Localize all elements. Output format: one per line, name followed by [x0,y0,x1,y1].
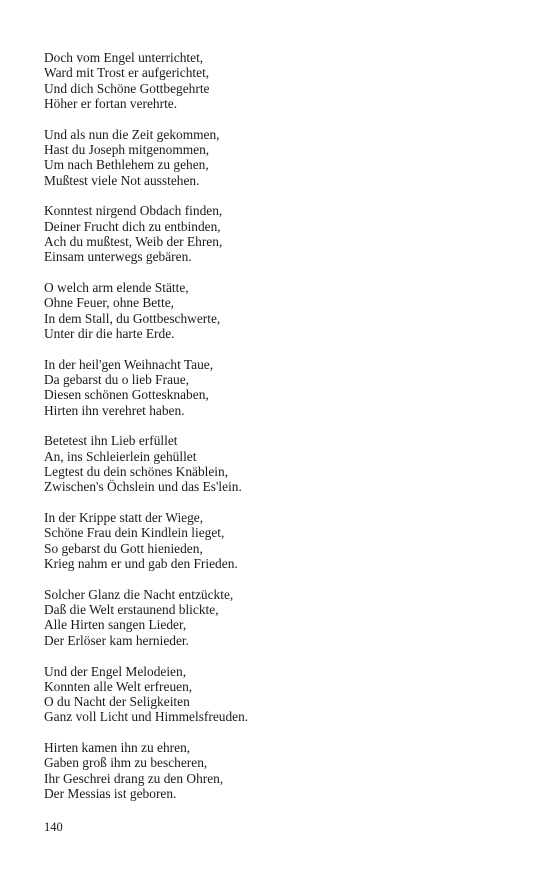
poem-line: Konntest nirgend Obdach finden, [44,203,223,219]
page-number: 140 [44,820,63,834]
stanza [44,587,514,648]
poem-line: Und der Engel Melodeien, [44,663,187,679]
stanza [44,740,514,801]
poem-line: Schöne Frau dein Kindlein lieget, [44,525,225,541]
stanza [44,127,514,188]
poem-line: Solcher Glanz die Nacht entzückte, [44,586,234,602]
stanza [44,50,514,111]
poem-line: Ach du mußtest, Weib der Ehren, [44,233,223,249]
stanza [44,203,514,264]
poem-line: Deiner Frucht dich zu entbinden, [44,218,221,234]
poem-line: Und als nun die Zeit gekommen, [44,126,220,142]
poem-line: An, ins Schleierlein gehüllet [44,448,197,464]
poem-line: Konnten alle Welt erfreuen, [44,678,193,694]
poem-line: Daß die Welt erstaunend blickte, [44,602,219,618]
poem-line: Unter dir die harte Erde. [44,325,175,341]
poem-line: Doch vom Engel unterrichtet, [44,50,204,65]
poem-line: Und dich Schöne Gottbegehrte [44,80,210,96]
poem-line: Gaben groß ihm zu bescheren, [44,755,208,771]
poem-line: Ohne Feuer, ohne Bette, [44,295,174,311]
stanza [44,280,514,341]
poem-line: Alle Hirten sangen Lieder, [44,617,187,633]
poem-line: Mußtest viele Not ausstehen. [44,172,200,188]
poem-line: Der Erlöser kam hernieder. [44,632,190,648]
poem-line: Ward mit Trost er aufgerichtet, [44,65,210,81]
poem-line: Ganz voll Licht und Himmelsfreuden. [44,709,249,725]
poem-line: Hirten kamen ihn zu ehren, [44,740,191,756]
stanza [44,433,514,494]
stanza [44,510,514,571]
poem-body [44,50,514,817]
poem-line: Um nach Bethlehem zu gehen, [44,157,209,173]
poem-line: O welch arm elende Stätte, [44,280,189,296]
poem-line: Ihr Geschrei drang zu den Ohren, [44,770,224,786]
poem-line: In dem Stall, du Gottbeschwerte, [44,310,221,326]
poem-line: Zwischen's Öchslein und das Es'lein. [44,479,242,495]
poem-line: O du Nacht der Seligkeiten [44,694,190,710]
poem-line: Hirten ihn verehret haben. [44,402,185,418]
poem-line: In der heil'gen Weihnacht Taue, [44,356,214,372]
poem-line: Hast du Joseph mitgenommen, [44,141,210,157]
poem-line: Krieg nahm er und gab den Frieden. [44,556,238,572]
poem-line: Da gebarst du o lieb Fraue, [44,372,190,388]
poem-line: Diesen schönen Gottesknaben, [44,387,209,403]
poem-line: Legtest du dein schönes Knäblein, [44,464,229,480]
stanza [44,664,514,725]
poem-line: Betetest ihn Lieb erfüllet [44,433,178,449]
poem-line: Der Messias ist geboren. [44,786,177,802]
poem-line: So gebarst du Gott hienieden, [44,540,203,556]
poem-line: Höher er fortan verehrte. [44,95,178,111]
poem-line: In der Krippe statt der Wiege, [44,510,204,526]
stanza [44,357,514,418]
poem-line: Einsam unterwegs gebären. [44,249,192,265]
